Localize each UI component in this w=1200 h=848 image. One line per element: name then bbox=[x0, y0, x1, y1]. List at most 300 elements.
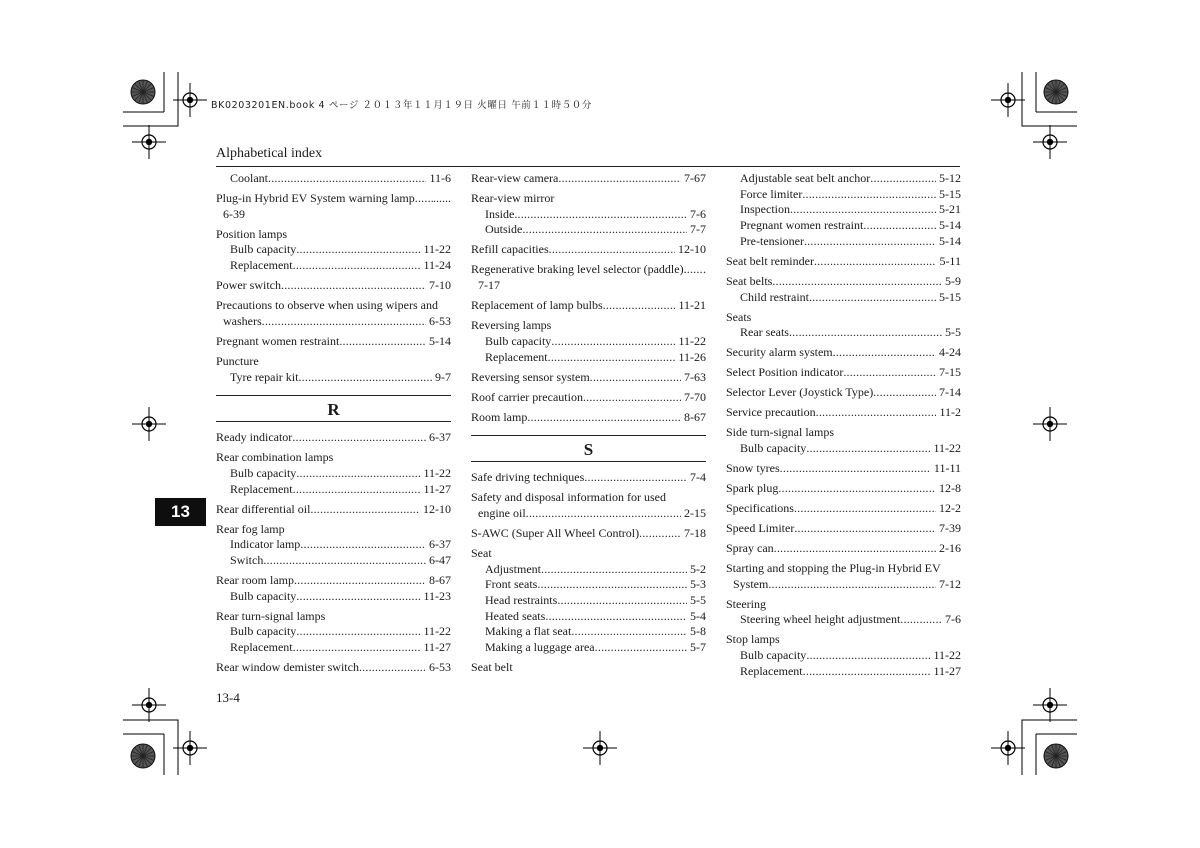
dot-leader bbox=[816, 405, 937, 421]
entry-label: Rear differential oil bbox=[216, 501, 311, 516]
entry-label: Tyre repair kit bbox=[230, 369, 299, 384]
entry-page-ref: 6-53 bbox=[429, 660, 451, 675]
page-title: Alphabetical index bbox=[216, 146, 323, 161]
entry-label: Seat belt bbox=[471, 660, 513, 675]
entry-page-ref: 5-14 bbox=[939, 233, 961, 248]
index-row bbox=[726, 632, 961, 648]
dot-leader bbox=[296, 242, 420, 258]
entry-label: Inspection bbox=[740, 202, 790, 217]
index-row bbox=[471, 191, 706, 207]
index-row bbox=[216, 314, 451, 330]
entry-page-ref: 7-4 bbox=[690, 470, 706, 485]
index-column-1 bbox=[216, 171, 451, 680]
entry-label: Bulb capacity bbox=[230, 624, 297, 639]
dot-leader bbox=[294, 573, 426, 589]
index-subentry bbox=[726, 612, 961, 628]
entry-label: Replacement bbox=[740, 663, 803, 678]
dot-leader bbox=[774, 541, 936, 557]
dot-leader bbox=[794, 501, 936, 517]
entry-label: Roof carrier precaution bbox=[471, 389, 583, 404]
index-row bbox=[216, 430, 451, 446]
entry-label: Indicator lamp bbox=[230, 537, 301, 552]
entry-page-ref: 11-22 bbox=[423, 465, 451, 480]
section-rule bbox=[471, 435, 706, 436]
index-entry bbox=[216, 227, 451, 274]
index-entry bbox=[216, 171, 451, 187]
dot-leader bbox=[526, 506, 681, 522]
index-entry bbox=[216, 334, 451, 350]
index-row bbox=[726, 597, 961, 613]
entry-page-ref: 11-27 bbox=[933, 663, 961, 678]
index-entry bbox=[726, 254, 961, 270]
entry-page-ref: 7-7 bbox=[690, 222, 706, 237]
index-entry bbox=[471, 660, 706, 676]
index-row bbox=[726, 561, 961, 577]
registration-rosette-icon bbox=[131, 80, 155, 104]
dot-leader bbox=[296, 624, 420, 640]
index-entry bbox=[216, 522, 451, 569]
entry-label: Adjustment bbox=[485, 561, 541, 576]
index-entry bbox=[726, 632, 961, 679]
index-subentry bbox=[726, 325, 961, 341]
dot-leader bbox=[639, 526, 681, 542]
entry-label: Position lamps bbox=[216, 226, 288, 241]
entry-label: Switch bbox=[230, 553, 264, 568]
registration-target-icon bbox=[583, 731, 617, 765]
index-subentry bbox=[471, 577, 706, 593]
dot-leader bbox=[571, 624, 687, 640]
index-subentry bbox=[471, 350, 706, 366]
index-row bbox=[726, 577, 961, 593]
entry-label: Select Position indicator bbox=[726, 365, 844, 380]
entry-page-ref: 5-14 bbox=[939, 218, 961, 233]
index-entry bbox=[726, 597, 961, 628]
index-entry bbox=[471, 242, 706, 258]
entry-label: Seat belt reminder bbox=[726, 253, 814, 268]
dot-leader bbox=[548, 350, 676, 366]
index-subentry bbox=[216, 553, 451, 569]
entry-label: Bulb capacity bbox=[740, 648, 807, 663]
registration-target-icon bbox=[132, 125, 166, 159]
index-row bbox=[216, 609, 451, 625]
index-subentry bbox=[726, 648, 961, 664]
entry-page-ref: 11-22 bbox=[933, 440, 961, 455]
dot-leader bbox=[900, 612, 942, 628]
dot-leader bbox=[780, 461, 931, 477]
section-header bbox=[471, 435, 706, 462]
entry-page-ref: 2-16 bbox=[939, 540, 961, 555]
entry-label: Bulb capacity bbox=[230, 588, 297, 603]
index-subentry bbox=[216, 537, 451, 553]
dot-leader bbox=[262, 314, 426, 330]
index-subentry bbox=[726, 290, 961, 306]
index-entry bbox=[216, 660, 451, 676]
entry-page-ref: 11-21 bbox=[678, 298, 706, 313]
registration-rosette-icon bbox=[1044, 744, 1068, 768]
index-subentry bbox=[726, 664, 961, 680]
entry-label: Head restraints bbox=[485, 593, 558, 608]
entry-label: Rear window demister switch bbox=[216, 660, 359, 675]
dot-leader bbox=[843, 365, 936, 381]
index-row bbox=[726, 461, 961, 477]
entry-label: Service precaution bbox=[726, 405, 816, 420]
entry-label: Spark plug bbox=[726, 480, 779, 495]
entry-page-ref: 5-21 bbox=[939, 202, 961, 217]
entry-label: Bulb capacity bbox=[740, 440, 807, 455]
entry-page-ref: 9-7 bbox=[435, 369, 451, 384]
dot-leader bbox=[545, 609, 687, 625]
dot-leader bbox=[298, 370, 432, 386]
dot-leader bbox=[296, 466, 420, 482]
dot-leader bbox=[814, 254, 936, 270]
dot-leader bbox=[537, 577, 687, 593]
entry-page-ref: 5-8 bbox=[690, 624, 706, 639]
entry-label: Rear fog lamp bbox=[216, 521, 285, 536]
entry-label: Rear-view camera bbox=[471, 171, 559, 185]
entry-page-ref: 11-6 bbox=[429, 171, 451, 185]
entry-page-ref: 8-67 bbox=[684, 409, 706, 424]
entry-label: Speed Limiter bbox=[726, 520, 795, 535]
entry-label: Replacement of lamp bulbs bbox=[471, 298, 603, 313]
index-entry bbox=[471, 470, 706, 486]
entry-page-ref: 6-37 bbox=[429, 430, 451, 445]
dot-leader bbox=[789, 325, 942, 341]
section-rule bbox=[216, 421, 451, 422]
index-entry bbox=[471, 171, 706, 187]
index-entry bbox=[471, 298, 706, 314]
entry-page-ref: 7-67 bbox=[684, 171, 706, 185]
entry-page-ref: 7-18 bbox=[684, 525, 706, 540]
index-row bbox=[471, 490, 706, 506]
index-row bbox=[216, 450, 451, 466]
index-entry bbox=[216, 191, 451, 222]
entry-page-ref: 7-6 bbox=[945, 612, 961, 627]
index-subentry bbox=[216, 466, 451, 482]
index-entry bbox=[216, 298, 451, 329]
index-entry bbox=[471, 191, 706, 238]
entry-page-ref: ...... bbox=[433, 191, 451, 205]
index-row bbox=[216, 278, 451, 294]
entry-page-ref: 5-15 bbox=[939, 289, 961, 304]
index-entry bbox=[471, 390, 706, 406]
dot-leader bbox=[790, 202, 936, 218]
entry-label: Plug-in Hybrid EV System warning lamp bbox=[216, 191, 415, 205]
index-entry bbox=[726, 481, 961, 497]
page-number: 13-4 bbox=[216, 690, 240, 705]
entry-label: Side turn-signal lamps bbox=[726, 425, 834, 440]
entry-label: S-AWC (Super All Wheel Control) bbox=[471, 525, 640, 540]
entry-page-ref: 12-8 bbox=[939, 480, 961, 495]
entry-label: Bulb capacity bbox=[485, 333, 552, 348]
entry-label: Adjustable seat belt anchor bbox=[740, 171, 871, 185]
index-entry bbox=[216, 450, 451, 497]
index-entry bbox=[726, 461, 961, 477]
entry-label: Seat bbox=[471, 545, 492, 560]
index-row bbox=[216, 227, 451, 243]
entry-page-ref: 7-12 bbox=[939, 576, 961, 591]
registration-target-icon bbox=[132, 688, 166, 722]
entry-page-ref: 6-53 bbox=[429, 313, 451, 328]
dot-leader bbox=[806, 441, 930, 457]
index-row bbox=[471, 370, 706, 386]
index-row bbox=[726, 425, 961, 441]
dot-leader bbox=[603, 298, 676, 314]
index-entry bbox=[216, 278, 451, 294]
entry-label: Safe driving techniques bbox=[471, 470, 585, 485]
entry-label: washers bbox=[223, 313, 262, 328]
dot-leader bbox=[590, 370, 681, 386]
entry-page-ref: 12-10 bbox=[678, 242, 706, 257]
index-row bbox=[471, 242, 706, 258]
index-row bbox=[216, 191, 451, 207]
index-row bbox=[471, 410, 706, 426]
entry-label: Rear-view mirror bbox=[471, 191, 555, 205]
index-row bbox=[471, 298, 706, 314]
entry-page-ref: 11-2 bbox=[939, 405, 961, 420]
entry-label: Outside bbox=[485, 222, 523, 237]
dot-leader bbox=[778, 481, 936, 497]
index-row bbox=[471, 390, 706, 406]
entry-label: Heated seats bbox=[485, 608, 546, 623]
index-subentry bbox=[216, 589, 451, 605]
index-row bbox=[471, 318, 706, 334]
dot-leader bbox=[873, 385, 936, 401]
entry-label: Precautions to observe when using wipers and bbox=[216, 298, 438, 313]
entry-page-ref: 11-22 bbox=[678, 333, 706, 348]
entry-page-ref: 11-11 bbox=[933, 460, 961, 475]
index-subentry bbox=[726, 234, 961, 250]
entry-page-ref: 11-22 bbox=[933, 648, 961, 663]
entry-page-ref: 5-11 bbox=[939, 253, 961, 268]
entry-label: Seat belts bbox=[726, 273, 773, 288]
entry-label: Refill capacities bbox=[471, 242, 549, 257]
registration-target-icon bbox=[991, 83, 1025, 117]
index-entry bbox=[471, 318, 706, 365]
index-entry bbox=[726, 171, 961, 250]
entry-label: Rear combination lamps bbox=[216, 450, 334, 465]
entry-label: Child restraint bbox=[740, 289, 809, 304]
entry-page-ref: 11-26 bbox=[678, 349, 706, 364]
dot-leader bbox=[558, 171, 681, 187]
entry-label: Making a flat seat bbox=[485, 624, 572, 639]
entry-label: Replacement bbox=[230, 258, 293, 273]
index-subentry bbox=[216, 624, 451, 640]
entry-page-ref: 11-22 bbox=[423, 624, 451, 639]
entry-label: Bulb capacity bbox=[230, 242, 297, 257]
entry-label: Room lamp bbox=[471, 409, 528, 424]
index-subentry bbox=[726, 171, 961, 187]
title-rule bbox=[216, 166, 960, 167]
index-subentry bbox=[471, 207, 706, 223]
index-entry bbox=[726, 385, 961, 401]
entry-page-ref: 2-15 bbox=[684, 505, 706, 520]
entry-label: Inside bbox=[485, 206, 515, 221]
index-row bbox=[726, 481, 961, 497]
dot-leader bbox=[684, 262, 703, 278]
index-subentry bbox=[726, 187, 961, 203]
index-subentry bbox=[216, 370, 451, 386]
entry-label: Safety and disposal information for used bbox=[471, 490, 666, 505]
dot-leader bbox=[293, 640, 421, 656]
index-row bbox=[726, 521, 961, 537]
entry-page-ref: 7-70 bbox=[684, 389, 706, 404]
dot-leader bbox=[296, 589, 420, 605]
index-entry bbox=[726, 561, 961, 592]
entry-label: Reversing lamps bbox=[471, 318, 552, 333]
entry-page-ref: 5-5 bbox=[690, 593, 706, 608]
entry-page-ref: 5-14 bbox=[429, 333, 451, 348]
index-entry bbox=[726, 274, 961, 305]
index-row bbox=[471, 506, 706, 522]
entry-page-ref: 12-10 bbox=[423, 501, 451, 516]
index-subentry bbox=[471, 334, 706, 350]
entry-label: Reversing sensor system bbox=[471, 369, 590, 384]
entry-label: Specifications bbox=[726, 500, 794, 515]
entry-label: Steering wheel height adjustment bbox=[740, 612, 901, 627]
entry-page-ref: 7-63 bbox=[684, 369, 706, 384]
entry-label: Starting and stopping the Plug-in Hybrid EV bbox=[726, 560, 941, 575]
entry-label: Replacement bbox=[230, 640, 293, 655]
index-subentry bbox=[471, 222, 706, 238]
index-subentry bbox=[471, 609, 706, 625]
dot-leader bbox=[310, 502, 420, 518]
entry-label: Seats bbox=[726, 309, 752, 324]
entry-label: Selector Lever (Joystick Type) bbox=[726, 385, 874, 400]
section-letter: R bbox=[327, 400, 340, 420]
dot-leader bbox=[804, 234, 936, 250]
index-entry bbox=[726, 345, 961, 361]
index-row bbox=[216, 573, 451, 589]
registration-rosette-icon bbox=[1044, 80, 1068, 104]
dot-leader bbox=[300, 537, 426, 553]
index-entry bbox=[726, 521, 961, 537]
index-row bbox=[726, 365, 961, 381]
index-row bbox=[216, 207, 451, 223]
dot-leader bbox=[806, 648, 930, 664]
dot-leader bbox=[541, 562, 687, 578]
index-entry bbox=[471, 526, 706, 542]
dot-leader bbox=[595, 640, 687, 656]
entry-page-ref: 7-14 bbox=[939, 385, 961, 400]
index-subentry bbox=[471, 593, 706, 609]
registration-target-icon bbox=[1033, 407, 1067, 441]
entry-label: Rear turn-signal lamps bbox=[216, 608, 326, 623]
entry-label: Front seats bbox=[485, 577, 538, 592]
index-entry bbox=[216, 430, 451, 446]
index-row bbox=[726, 385, 961, 401]
dot-leader bbox=[415, 191, 433, 207]
index-subentry bbox=[216, 242, 451, 258]
dot-leader bbox=[833, 345, 936, 361]
dot-leader bbox=[870, 171, 936, 187]
index-row bbox=[471, 526, 706, 542]
entry-page-ref: 7-10 bbox=[429, 278, 451, 293]
entry-label: Bulb capacity bbox=[230, 465, 297, 480]
index-column-2 bbox=[471, 171, 706, 680]
index-subentry bbox=[216, 258, 451, 274]
index-entry bbox=[726, 405, 961, 421]
entry-page-ref: 5-2 bbox=[690, 561, 706, 576]
index-column-3 bbox=[726, 171, 961, 684]
index-row bbox=[726, 310, 961, 326]
entry-label: Making a luggage area bbox=[485, 640, 595, 655]
entry-label: 6-39 bbox=[223, 206, 245, 221]
entry-page-ref: 4-24 bbox=[939, 345, 961, 360]
index-entry bbox=[471, 370, 706, 386]
entry-page-ref: 7-6 bbox=[690, 206, 706, 221]
section-letter: S bbox=[583, 440, 594, 460]
index-row bbox=[726, 274, 961, 290]
dot-leader bbox=[339, 334, 426, 350]
index-subentry bbox=[471, 640, 706, 656]
dot-leader bbox=[584, 470, 687, 486]
entry-page-ref: 7-39 bbox=[939, 520, 961, 535]
registration-target-icon bbox=[132, 407, 166, 441]
index-entry bbox=[216, 609, 451, 656]
index-entry bbox=[471, 546, 706, 656]
entry-page-ref: 5-12 bbox=[939, 171, 961, 185]
entry-label: Ready indicator bbox=[216, 430, 293, 445]
registration-target-icon bbox=[1033, 125, 1067, 159]
dot-leader bbox=[522, 222, 687, 238]
index-row bbox=[216, 522, 451, 538]
entry-label: Pregnant women restraint bbox=[740, 218, 864, 233]
index-row bbox=[471, 278, 706, 294]
index-row bbox=[726, 405, 961, 421]
index-row bbox=[726, 541, 961, 557]
index-entry bbox=[726, 310, 961, 341]
entry-label: Rear seats bbox=[740, 325, 789, 340]
dot-leader bbox=[802, 187, 936, 203]
registration-target-icon bbox=[991, 731, 1025, 765]
dot-leader bbox=[293, 258, 421, 274]
index-row bbox=[726, 345, 961, 361]
index-row bbox=[471, 262, 706, 278]
dot-leader bbox=[293, 482, 421, 498]
file-header-line: BK0203201EN.book 4 ページ ２０１３年１１月１９日 火曜日 午前１１時５０分 bbox=[211, 100, 592, 111]
index-entry bbox=[216, 573, 451, 604]
entry-label: Replacement bbox=[230, 481, 293, 496]
dot-leader bbox=[583, 390, 681, 406]
section-header bbox=[216, 395, 451, 422]
entry-label: engine oil bbox=[478, 505, 526, 520]
index-entry bbox=[726, 501, 961, 517]
entry-page-ref: 11-22 bbox=[423, 242, 451, 257]
entry-label: Puncture bbox=[216, 353, 259, 368]
entry-label: 7-17 bbox=[478, 278, 500, 293]
dot-leader bbox=[863, 218, 936, 234]
entry-page-ref: 11-24 bbox=[423, 258, 451, 273]
index-subentry bbox=[471, 624, 706, 640]
entry-label: Rear room lamp bbox=[216, 573, 294, 588]
entry-label: Pre-tensioner bbox=[740, 233, 804, 248]
entry-label: Snow tyres bbox=[726, 460, 780, 475]
entry-label: Coolant bbox=[230, 171, 268, 185]
entry-page-ref: 5-9 bbox=[945, 273, 961, 288]
dot-leader bbox=[803, 664, 931, 680]
dot-leader bbox=[772, 274, 942, 290]
entry-page-ref: 8-67 bbox=[429, 573, 451, 588]
section-rule bbox=[216, 395, 451, 396]
entry-page-ref: 11-27 bbox=[423, 481, 451, 496]
registration-rosette-icon bbox=[131, 744, 155, 768]
dot-leader bbox=[359, 660, 426, 676]
entry-label: Regenerative braking level selector (paddle) bbox=[471, 262, 684, 277]
entry-page-ref: . bbox=[703, 262, 706, 277]
index-entry bbox=[471, 262, 706, 293]
entry-page-ref: 5-4 bbox=[690, 608, 706, 623]
registration-target-icon bbox=[1033, 688, 1067, 722]
